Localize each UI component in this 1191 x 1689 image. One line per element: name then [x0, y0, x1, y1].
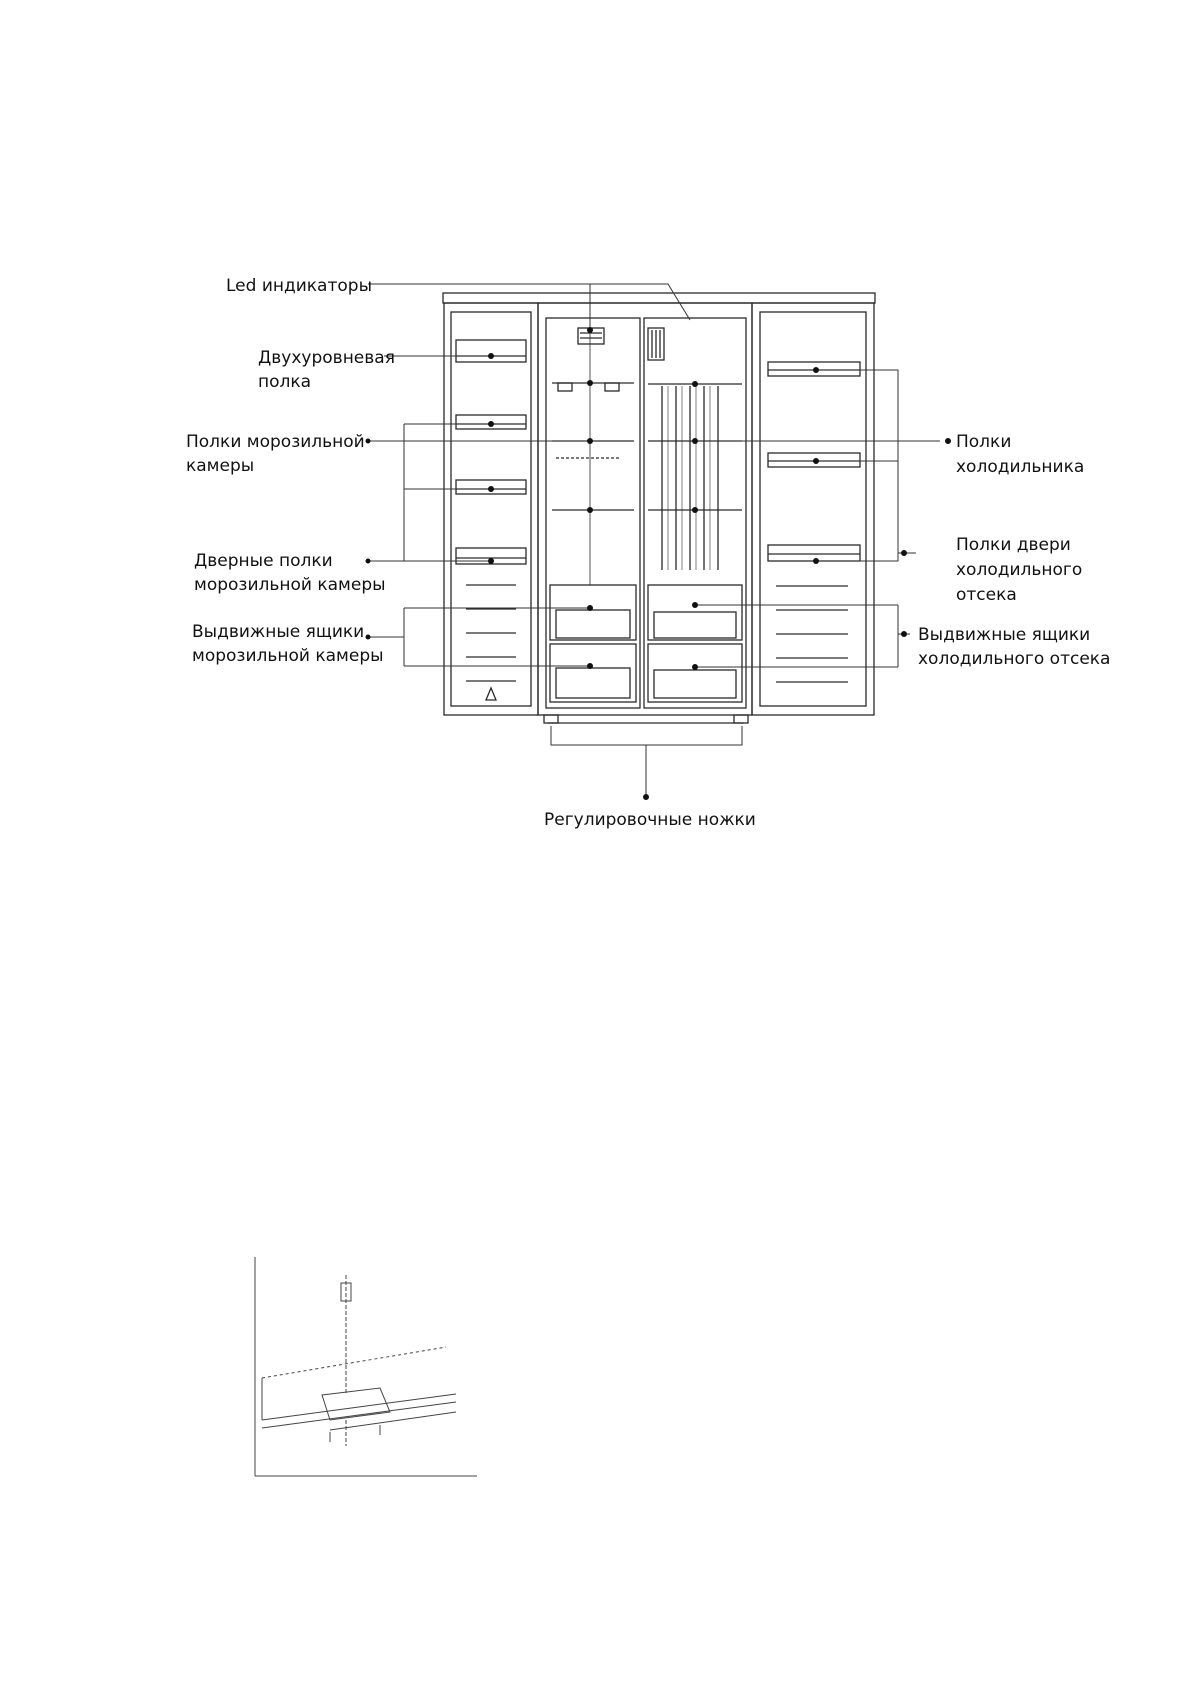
label-freezer-shelves-1: Полки морозильной: [186, 432, 365, 452]
refrigerator-drawing: [443, 293, 875, 723]
label-led-indicators: Led индикаторы: [226, 276, 372, 296]
freezer-door: [444, 303, 538, 715]
label-fridge-shelves-2: холодильника: [956, 457, 1085, 477]
shelf-install-illustration: [255, 1257, 477, 1476]
label-fridge-drawers-2: холодильного отсека: [918, 649, 1111, 669]
label-freezer-shelves-2: камеры: [186, 456, 255, 476]
cabinet: [538, 303, 752, 723]
leader-lines: [368, 284, 940, 797]
callout-dots: [366, 327, 952, 800]
label-adjustable-feet: Регулировочные ножки: [544, 810, 756, 830]
label-freezer-door-shelves-1: Дверные полки: [194, 551, 333, 571]
label-freezer-drawers-1: Выдвижные ящики: [192, 622, 365, 642]
label-freezer-door-shelves-2: морозильной камеры: [194, 575, 386, 595]
label-freezer-drawers-2: морозильной камеры: [192, 646, 384, 666]
label-fridge-door-shelves-1: Полки двери: [956, 535, 1071, 555]
fridge-door: [752, 303, 874, 715]
label-two-level-shelf-1: Двухуровневая: [258, 348, 395, 368]
label-fridge-drawers-1: Выдвижные ящики: [918, 625, 1091, 645]
label-two-level-shelf-2: полка: [258, 372, 312, 392]
freezer-compartment: [546, 318, 640, 708]
left-foot: [544, 715, 558, 723]
label-fridge-shelves-1: Полки: [956, 432, 1012, 452]
top-frame: [443, 293, 875, 303]
right-foot: [734, 715, 748, 723]
label-fridge-door-shelves-3: отсека: [956, 585, 1017, 605]
label-fridge-door-shelves-2: холодильного: [956, 560, 1083, 580]
